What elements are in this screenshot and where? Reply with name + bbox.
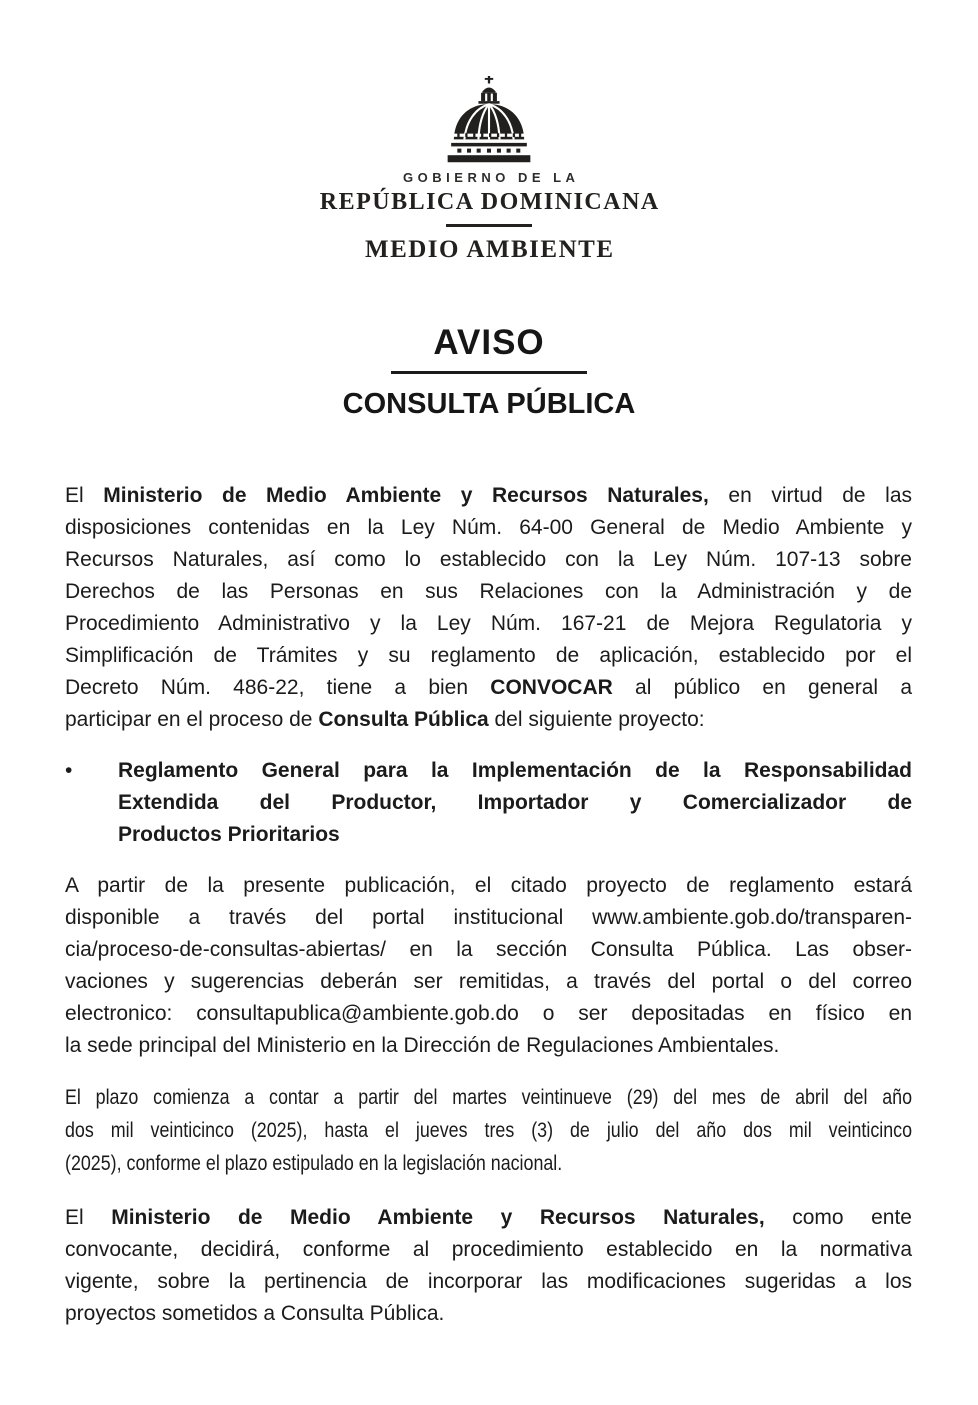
text-line <box>65 576 912 608</box>
text-segment: Ministerio de Medio Ambiente y Recursos Naturales, <box>103 484 709 507</box>
text-segment: Procedimiento Administrativo y la Ley Núm. 167-21 de Mejora Regulatoria y <box>65 612 912 635</box>
notice-subtitle: CONSULTA PÚBLICA <box>342 388 636 420</box>
text-segment: Consulta Pública <box>318 708 489 731</box>
text-segment: electronico: <box>65 1002 197 1025</box>
text-segment: (2025), conforme el plazo estipulado en la legislación nacional. <box>65 1151 563 1175</box>
government-logo <box>0 76 978 265</box>
text-line <box>65 1081 912 1114</box>
text-segment: Ministerio de Medio Ambiente y Recursos Naturales, <box>111 1206 765 1229</box>
text-line <box>65 934 912 966</box>
portal-url-part-1[interactable]: www.ambiente.gob.do/transparen- <box>592 906 912 929</box>
text-segment: El plazo comienza a contar a partir del martes veintinueve (29) del mes de abril del año <box>65 1085 913 1109</box>
paragraph-decision <box>65 1202 912 1330</box>
text-line <box>65 1030 912 1062</box>
text-segment: Reglamento General para la Implementación de la Responsabilidad <box>118 759 912 782</box>
text-segment: Extendida del Productor, Importador y Comercializador de <box>118 791 912 814</box>
text-segment: Productos Prioritarios <box>118 823 340 846</box>
text-line <box>65 1266 912 1298</box>
text-line <box>65 608 912 640</box>
text-segment: proyectos sometidos a Consulta Pública. <box>65 1302 445 1325</box>
text-line <box>65 902 912 934</box>
text-line <box>65 544 912 576</box>
text-line <box>65 966 912 998</box>
text-segment: El <box>65 484 104 507</box>
portal-url-part-2[interactable]: cia/proceso-de-consultas-abiertas/ <box>65 938 386 961</box>
logo-republic-line: REPÚBLICA DOMINICANA <box>319 189 660 215</box>
text-segment: disponible a través del portal institucional <box>65 906 593 929</box>
text-segment: CONVOCAR <box>490 676 613 699</box>
text-segment: vigente, sobre la pertinencia de incorporar las modificaciones sugeridas a los <box>65 1270 912 1293</box>
text-segment: la sede principal del Ministerio en la Dirección de Regulaciones Ambientales. <box>65 1034 780 1057</box>
email-address[interactable]: consultapublica@ambiente.gob.do <box>196 1002 519 1025</box>
text-line <box>65 1147 912 1180</box>
notice-title: AVISO <box>433 323 545 362</box>
text-segment: como ente <box>764 1206 912 1229</box>
text-line <box>65 1298 912 1330</box>
text-segment: al público en general a <box>612 676 912 699</box>
text-line <box>118 787 912 819</box>
text-segment: en la sección Consulta Pública. Las obser- <box>386 938 912 961</box>
text-line <box>118 755 912 787</box>
project-title <box>118 755 912 851</box>
text-segment: dos mil veinticinco (2025), hasta el jueves tres (3) de julio del año dos mil veinticinco <box>65 1118 913 1142</box>
text-line <box>65 512 912 544</box>
notice-body <box>0 480 978 1330</box>
project-bullet-item <box>65 755 912 851</box>
paragraph-availability <box>65 870 912 1062</box>
logo-government-line: GOBIERNO DE LA <box>403 170 580 185</box>
text-segment: del siguiente proyecto: <box>488 708 705 731</box>
text-segment: El <box>65 1206 112 1229</box>
logo-divider <box>446 224 532 227</box>
text-line <box>65 870 912 902</box>
logo-ministry-line: MEDIO AMBIENTE <box>364 236 615 263</box>
text-line <box>65 1114 912 1147</box>
text-segment: Simplificación de Trámites y su reglamento de aplicación, establecido por el <box>65 644 912 667</box>
national-palace-dome-icon <box>436 76 542 164</box>
paragraph-intro <box>65 480 912 736</box>
text-segment: Recursos Naturales, así como lo establecido con la Ley Núm. 107-13 sobre <box>65 548 912 571</box>
text-segment: o ser depositadas en físico en <box>518 1002 912 1025</box>
title-underline <box>391 371 587 374</box>
bullet-marker: • <box>65 759 73 782</box>
text-segment: vaciones y sugerencias deberán ser remitidas, a través del portal o del correo <box>65 970 912 993</box>
text-segment: en virtud de las <box>708 484 912 507</box>
text-line <box>118 819 912 851</box>
text-line <box>65 672 912 704</box>
text-segment: A partir de la presente publicación, el citado proyecto de reglamento estará <box>65 874 912 897</box>
text-segment: Derechos de las Personas en sus Relaciones con la Administración y de <box>65 580 912 603</box>
paragraph-deadline-text <box>65 1081 912 1180</box>
text-segment: convocante, decidirá, conforme al procedimiento establecido en la normativa <box>65 1238 912 1261</box>
text-line <box>65 1202 912 1234</box>
paragraph-deadline <box>65 1081 912 1180</box>
text-segment: participar en el proceso de <box>65 708 319 731</box>
text-line <box>65 704 912 736</box>
text-segment: disposiciones contenidas en la Ley Núm. 64-00 General de Medio Ambiente y <box>65 516 912 539</box>
text-line <box>65 998 912 1030</box>
notice-header <box>0 323 978 420</box>
text-segment: Decreto Núm. 486-22, tiene a bien <box>65 676 491 699</box>
text-line <box>65 480 912 512</box>
text-line <box>65 640 912 672</box>
text-line <box>65 1234 912 1266</box>
